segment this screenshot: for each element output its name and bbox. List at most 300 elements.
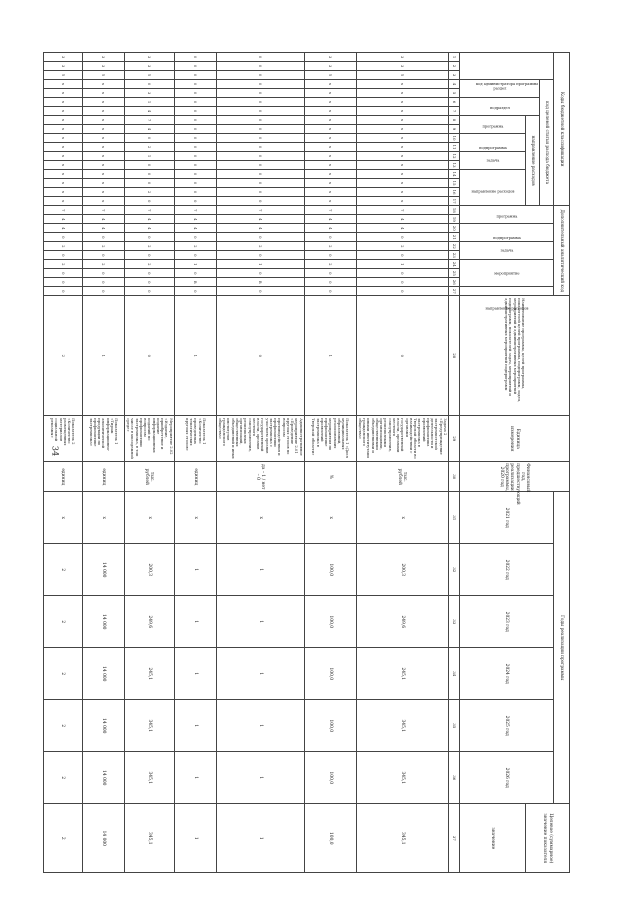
row-year-value: 1 [174, 596, 216, 648]
code-digit: х [304, 188, 356, 197]
years-header: Годы реализации программы [554, 492, 570, 804]
analytic-code-digit: 0 [216, 233, 304, 242]
row-year-value: 100,0 [304, 700, 356, 752]
code-digit: х [43, 107, 82, 116]
row-unit: тыс. рублей [124, 462, 174, 492]
code-digit: х [304, 116, 356, 125]
column-number: 32 [449, 544, 460, 596]
code-digit: 0 [174, 80, 216, 89]
column-number: 8 [449, 116, 460, 125]
code-digit: х [82, 107, 124, 116]
code-digit: 0 [174, 134, 216, 143]
analytic-code-digit: 2 [356, 242, 448, 251]
row-year-value: 100,0 [304, 648, 356, 700]
code-digit: х [43, 170, 82, 179]
row-base-value: х [124, 492, 174, 544]
analytic-code-digit: 2 [216, 242, 304, 251]
code-digit: х [304, 80, 356, 89]
code-digit: х [43, 134, 82, 143]
column-number: 1 [449, 53, 460, 62]
analytic-code-digit: 2 [304, 260, 356, 269]
row-year-value: 2 [43, 700, 82, 752]
column-number: 18 [449, 206, 460, 215]
row-year-value: 14 000 [82, 700, 124, 752]
program-sub-header-text: программа [482, 124, 504, 129]
event-code-header [460, 260, 554, 287]
analytic-code-digit: 0 [216, 269, 304, 278]
table-row [174, 53, 216, 873]
code-digit: х [356, 80, 448, 89]
row-year-value: 245,1 [124, 648, 174, 700]
code-digit: х [43, 116, 82, 125]
program-code-header-text: программа [496, 214, 518, 219]
code-digit: 0 [216, 170, 304, 179]
analytic-code-digit: 0 [356, 251, 448, 260]
analytic-code-digit: 1 [174, 296, 216, 416]
analytic-code-digit: 0 [304, 251, 356, 260]
direction-code-header [460, 287, 554, 311]
code-digit: 3 [43, 62, 82, 71]
direction-sub-header [460, 170, 526, 206]
section-header-text: раздел [493, 86, 507, 91]
analytic-code-digit: 4 [174, 215, 216, 224]
code-digit: 0 [174, 107, 216, 116]
column-number: 16 [449, 188, 460, 197]
code-digit: 3 [124, 89, 174, 98]
analytic-code-digit: 0 [43, 251, 82, 260]
analytic-code-digit: 0 [43, 278, 82, 287]
analytic-code-digit: 0 [356, 269, 448, 278]
direction-code-header-text: направление расходов [485, 306, 529, 311]
subprogram-code-header-text: подпрограмма [493, 236, 521, 241]
code-digit: 0 [174, 143, 216, 152]
analytic-code-digit: 4 [304, 224, 356, 233]
code-digit: 0 [174, 161, 216, 170]
row-year-value: 14 000 [82, 596, 124, 648]
code-digit: 0 [216, 116, 304, 125]
code-digit: х [82, 134, 124, 143]
row-year-value: 1 [174, 648, 216, 700]
row-unit: тыс. рублей [356, 462, 448, 492]
code-digit: 2 [124, 188, 174, 197]
subprogram-sub-header-text: подпрограмма [479, 145, 507, 150]
year-header-5: 2025 год [460, 700, 554, 752]
analytic-code-digit: 4 [124, 224, 174, 233]
analytic-code-digit: 1 [304, 296, 356, 416]
code-digit: х [356, 98, 448, 107]
column-number: 2 [449, 62, 460, 71]
analytic-code-digit: 0 [124, 269, 174, 278]
code-digit: 0 [174, 71, 216, 80]
row-year-value: 200,3 [124, 544, 174, 596]
analytic-code-digit: 2 [43, 296, 82, 416]
analytic-code-digit: 7 [216, 206, 304, 215]
column-number: 7 [449, 107, 460, 116]
analytic-code-digit: 2 [124, 242, 174, 251]
analytic-code-digit: 7 [174, 206, 216, 215]
event-code-header-text: мероприятие [494, 271, 520, 276]
analytic-code-digit: 7 [304, 206, 356, 215]
code-digit: 0 [216, 179, 304, 188]
code-digit: х [43, 152, 82, 161]
analytic-code-digit: 0 [43, 233, 82, 242]
code-digit: 3 [43, 53, 82, 62]
code-digit: х [356, 197, 448, 206]
code-digit: х [356, 107, 448, 116]
code-digit: 3 [304, 62, 356, 71]
code-digit: х [356, 161, 448, 170]
code-digit: 0 [124, 161, 174, 170]
analytic-code-digit: 0 [82, 233, 124, 242]
column-number: 14 [449, 170, 460, 179]
row-name: Административное мероприятие 2.01 «Проведение круглых столов по вопросам противодействия и профилактики экстремизма с участием органов государственной власти, органов местного самоуправления, религиозных организаций, общественных объединений и иных институтов гражданского общества» [216, 416, 304, 462]
analytic-code-digit: 4 [43, 224, 82, 233]
code-digit: 5 [43, 71, 82, 80]
page [50, 52, 570, 864]
direction-group-header: направление расходов [526, 116, 540, 206]
code-digit: 7 [124, 116, 174, 125]
code-digit: х [356, 170, 448, 179]
code-digit: х [356, 143, 448, 152]
row-year-value: 345,1 [124, 752, 174, 804]
code-digit: х [43, 80, 82, 89]
row-base-value: х [356, 492, 448, 544]
column-number: 22 [449, 242, 460, 251]
code-digit: х [304, 161, 356, 170]
row-year-value: 14 000 [82, 804, 124, 873]
year-header-6: 2026 год [460, 752, 554, 804]
row-unit: да – 1 / нет – 0 [216, 462, 304, 492]
row-year-value: 1 [216, 752, 304, 804]
column-number: 37 [449, 804, 460, 873]
program-code-header [460, 206, 554, 224]
unit-header: Единица измерения [460, 416, 570, 462]
task-code-header [460, 242, 554, 260]
table-row [356, 53, 448, 873]
analytic-code-digit: 1 [356, 260, 448, 269]
analytic-code-digit: 0 [304, 233, 356, 242]
direction-sub-header-text: направление расходов [471, 189, 515, 194]
row-year-value: 1 [216, 804, 304, 873]
analytic-code-digit: 0 [43, 269, 82, 278]
row-base-value: х [82, 492, 124, 544]
analytic-code-digit: 0 [82, 251, 124, 260]
code-digit: 3 [124, 62, 174, 71]
analytic-code-digit: 2 [43, 242, 82, 251]
year-header-3: 2023 год [460, 596, 554, 648]
code-digit: х [82, 170, 124, 179]
column-number: 4 [449, 80, 460, 89]
target-header: Целевое (суммарное) значение показателя [526, 804, 570, 873]
analytic-code-digit: 0 [82, 278, 124, 287]
analytic-code-digit: 2 [124, 260, 174, 269]
code-digit: х [43, 143, 82, 152]
row-year-value: 14 000 [82, 648, 124, 700]
column-number: 10 [449, 134, 460, 143]
code-digit: 0 [216, 71, 304, 80]
code-digit: х [43, 125, 82, 134]
code-digit: 0 [174, 125, 216, 134]
row-year-value: 2 [43, 596, 82, 648]
code-digit: 3 [356, 53, 448, 62]
column-number: 11 [449, 143, 460, 152]
code-digit: х [304, 134, 356, 143]
code-digit: 0 [174, 188, 216, 197]
analytic-code-digit: 0 [124, 296, 174, 416]
code-digit: 0 [216, 98, 304, 107]
column-number: 6 [449, 98, 460, 107]
row-year-value: 1 [216, 700, 304, 752]
analytic-code-digit: В [216, 278, 304, 287]
row-year-value: 100,0 [304, 544, 356, 596]
expense-codes-header: код целевой статьи расхода бюджета [540, 80, 554, 206]
analytic-code-digit: 0 [356, 278, 448, 287]
code-digit: 0 [216, 143, 304, 152]
code-digit: 0 [124, 134, 174, 143]
base-value-header: Финансовый год, предшествующий реализации программы, 2020 год [460, 462, 570, 492]
analytic-code-digit: 7 [356, 206, 448, 215]
code-digit: х [356, 188, 448, 197]
code-digit: 3 [304, 53, 356, 62]
code-digit: 0 [216, 80, 304, 89]
subsection-header [460, 98, 540, 116]
table-row [304, 53, 356, 873]
row-year-value: 14 000 [82, 752, 124, 804]
year-header-4: 2024 год [460, 648, 554, 700]
analytic-code-digit: 0 [356, 296, 448, 416]
code-digit: х [356, 89, 448, 98]
row-unit: единиц [82, 462, 124, 492]
row-year-value: 2 [43, 804, 82, 873]
analytic-code-digit: 0 [124, 278, 174, 287]
code-digit: 5 [304, 71, 356, 80]
program-sub-header [460, 116, 526, 134]
code-digit: 4 [124, 107, 174, 116]
row-year-value: 249,6 [356, 596, 448, 648]
program-table [43, 52, 570, 873]
analytic-code-digit: 4 [82, 215, 124, 224]
code-digit: 5 [124, 71, 174, 80]
code-digit: 0 [124, 170, 174, 179]
row-base-value: х [43, 492, 82, 544]
analytic-code-digit: 4 [216, 215, 304, 224]
row-year-value: 1 [174, 700, 216, 752]
row-unit: единиц [43, 462, 82, 492]
code-digit: 4 [124, 125, 174, 134]
code-digit: 0 [174, 116, 216, 125]
additional-code-header: Дополнительный аналитический код [554, 206, 570, 296]
column-number: 17 [449, 197, 460, 206]
row-base-value: х [304, 492, 356, 544]
code-digit: х [82, 116, 124, 125]
analytic-code-digit: 0 [304, 269, 356, 278]
row-base-value: х [216, 492, 304, 544]
code-digit: 0 [216, 152, 304, 161]
row-name: Показатель 1 «Количество проведенных тематических круглых столов» [174, 416, 216, 462]
code-digit: 3 [124, 53, 174, 62]
code-digit: х [82, 125, 124, 134]
code-digit: 0 [216, 134, 304, 143]
code-digit: х [304, 107, 356, 116]
column-number: 13 [449, 161, 460, 170]
target-value-header: значение [460, 804, 526, 873]
row-base-value: х [174, 492, 216, 544]
analytic-code-digit: 7 [124, 206, 174, 215]
row-year-value: 100,0 [304, 804, 356, 873]
code-digit: х [356, 152, 448, 161]
rotated-table-frame [50, 52, 570, 864]
analytic-code-digit: 0 [304, 287, 356, 296]
analytic-code-digit: 0 [356, 233, 448, 242]
code-digit: х [304, 152, 356, 161]
code-digit: 0 [124, 80, 174, 89]
code-digit: х [82, 80, 124, 89]
analytic-code-digit: 2 [174, 242, 216, 251]
code-digit: 0 [174, 197, 216, 206]
code-digit: 3 [356, 62, 448, 71]
analytic-code-digit: В [174, 278, 216, 287]
year-header-2: 2022 год [460, 544, 554, 596]
page-number: 34 [50, 445, 60, 457]
code-digit: 1 [124, 152, 174, 161]
task-sub-header [460, 152, 526, 170]
code-digit: х [304, 179, 356, 188]
analytic-code-digit: 0 [304, 278, 356, 287]
code-digit: 3 [82, 62, 124, 71]
code-digit: х [304, 98, 356, 107]
analytic-code-digit: 0 [174, 287, 216, 296]
code-digit: 0 [124, 197, 174, 206]
code-digit: х [356, 125, 448, 134]
row-name: Показатель 2 «Количество размещенных материалов социальной рекламы» [43, 416, 82, 462]
column-number: 5 [449, 89, 460, 98]
code-digit: х [304, 125, 356, 134]
row-year-value: 249,6 [124, 596, 174, 648]
analytic-code-digit: 1 [174, 260, 216, 269]
code-digit: х [304, 170, 356, 179]
code-digit: х [82, 197, 124, 206]
subsection-header-text: подраздел [490, 105, 510, 110]
column-number: 20 [449, 224, 460, 233]
row-year-value: 2 [43, 648, 82, 700]
column-number: 25 [449, 269, 460, 278]
column-number: 15 [449, 179, 460, 188]
code-digit: 0 [124, 179, 174, 188]
code-digit: 0 [216, 125, 304, 134]
analytic-code-digit: 0 [82, 269, 124, 278]
code-digit: 0 [174, 53, 216, 62]
analytic-code-digit: 1 [216, 260, 304, 269]
code-digit: 2 [124, 143, 174, 152]
code-digit: х [43, 197, 82, 206]
row-year-value: 2 [43, 752, 82, 804]
analytic-code-digit: 0 [216, 296, 304, 416]
row-name: Мероприятие 2.02 «Издание, приобретение и издание информационных изданий по вопросам профилактики экстремизма, в том числе в молодежной среде» [124, 416, 174, 462]
analytic-code-digit: 0 [174, 251, 216, 260]
row-year-value: 245,1 [356, 648, 448, 700]
column-number: 26 [449, 278, 460, 287]
code-digit: х [82, 152, 124, 161]
code-digit: х [43, 161, 82, 170]
code-digit: х [356, 134, 448, 143]
column-number: 27 [449, 287, 460, 296]
analytic-code-digit: 2 [43, 260, 82, 269]
column-number: 23 [449, 251, 460, 260]
code-digit: х [82, 179, 124, 188]
column-number: 31 [449, 492, 460, 544]
code-digit: х [43, 98, 82, 107]
code-digit: х [356, 179, 448, 188]
analytic-code-digit: 0 [216, 287, 304, 296]
row-year-value: 1 [174, 804, 216, 873]
analytic-code-digit: 0 [124, 251, 174, 260]
row-unit: % [304, 462, 356, 492]
column-number: 36 [449, 752, 460, 804]
row-year-value: 200,3 [356, 544, 448, 596]
row-year-value: 1 [174, 752, 216, 804]
code-digit: 5 [356, 71, 448, 80]
analytic-code-digit: 7 [43, 206, 82, 215]
analytic-code-digit: 1 [82, 296, 124, 416]
row-name: Показатель 1 «Доля муниципальных образований, реализовавших мероприятия по профилактике проявлений экстремизма в Тверской области» [304, 416, 356, 462]
subprogram-sub-header [460, 134, 526, 152]
row-year-value: 345,1 [124, 804, 174, 873]
row-year-value: 345,1 [356, 700, 448, 752]
code-digit: 0 [174, 62, 216, 71]
column-number: 19 [449, 215, 460, 224]
code-digit: 5 [82, 71, 124, 80]
code-digit: 0 [216, 197, 304, 206]
code-digit: 0 [216, 107, 304, 116]
admin-code-header-text: код администратора программы [476, 81, 538, 86]
code-digit: х [304, 89, 356, 98]
column-number: 30 [449, 462, 460, 492]
column-number: 21 [449, 233, 460, 242]
code-digit: 3 [82, 53, 124, 62]
row-year-value: 1 [216, 648, 304, 700]
budget-codes-header: Коды бюджетной классификации [554, 53, 570, 206]
code-digit: 0 [216, 161, 304, 170]
admin-code-header [460, 53, 554, 86]
table-row [124, 53, 174, 873]
code-digit: 0 [174, 179, 216, 188]
row-year-value: 1 [216, 544, 304, 596]
code-digit: 0 [216, 89, 304, 98]
analytic-code-digit: 0 [174, 269, 216, 278]
analytic-code-digit: 0 [356, 287, 448, 296]
analytic-code-digit: 4 [124, 215, 174, 224]
row-year-value: 100,0 [304, 752, 356, 804]
column-number: 29 [449, 416, 460, 462]
column-number: 35 [449, 700, 460, 752]
code-digit: х [82, 89, 124, 98]
analytic-code-digit: 4 [82, 224, 124, 233]
code-digit: 0 [174, 98, 216, 107]
analytic-code-digit: 0 [124, 233, 174, 242]
row-year-value: 345,1 [356, 804, 448, 873]
analytic-code-digit: 4 [216, 224, 304, 233]
task-code-header-text: задача [500, 248, 514, 253]
table-row [43, 53, 82, 873]
analytic-code-digit: 0 [216, 251, 304, 260]
code-digit: 0 [216, 188, 304, 197]
code-digit: х [43, 89, 82, 98]
column-number: 28 [449, 296, 460, 416]
code-digit: 1 [124, 98, 174, 107]
row-year-value: 100,0 [304, 596, 356, 648]
analytic-code-digit: 4 [304, 215, 356, 224]
code-digit: х [82, 98, 124, 107]
